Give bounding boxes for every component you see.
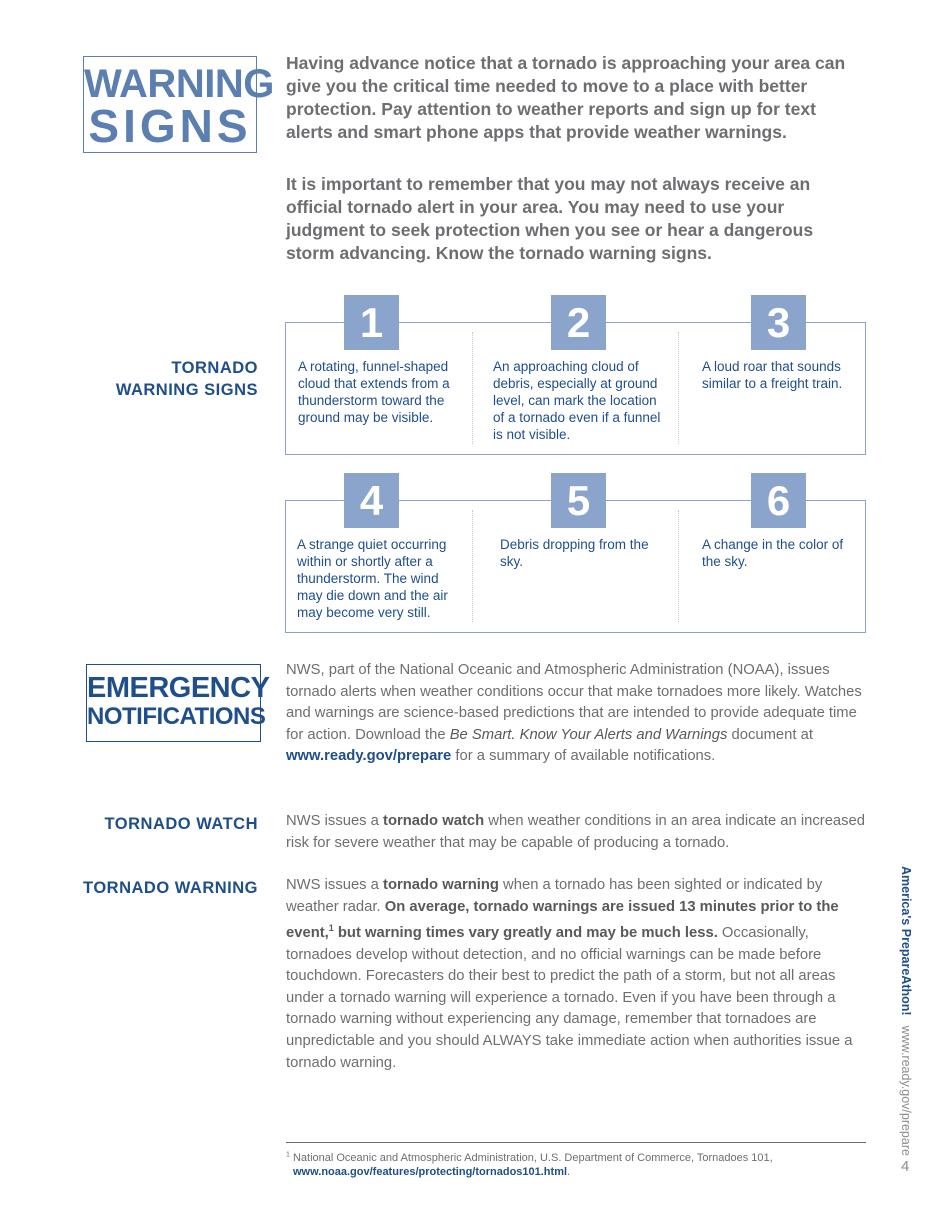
tornado-watch-heading: TORNADO WATCH [104,815,258,833]
bold-term: tornado warning [383,877,499,893]
warning-signs-title [83,56,274,153]
sign-text: A change in the color of the sky. [702,537,844,569]
text-run: when a tornado has been sighted or indicated by weather radar. [286,877,823,915]
tornado-warning-heading: TORNADO WARNING [83,879,258,897]
intro-paragraph-1: Having advance notice that a tornado is approaching your area can give you the critical time needed to move to a place with better protection. Pay attention to weather reports and sign up for text alerts and smart phone apps that provide weather warnings. [286,53,846,142]
footnote [286,1148,866,1179]
footnote-text: National Oceanic and Atmospheric Administration, U.S. Department of Commerce, Tornadoes 101, [289,1151,773,1164]
text-run: NWS, part of the National Oceanic and Atmospheric Administration (NOAA), issues tornado alerts when weather conditions occur that make tornadoes more likely. Watches and warnings are science-based predictions that are intended to provide adequate time for action. Download the [286,662,862,743]
sign-number: 3 [751,295,806,350]
sign-number: 5 [551,473,606,528]
warning-signs-row-1 [285,299,866,455]
text-run: when weather conditions in an area indicate an increased risk for severe weather that may be capable of producing a tornado. [286,813,866,851]
sign-number: 6 [751,473,806,528]
title-line-1: EMERGENCY [87,672,270,704]
text-run: document at [727,726,813,743]
footnote-rule [286,1142,866,1143]
emergency-notifications-title [86,664,270,742]
footnote-period: . [567,1165,571,1178]
warning-sign-3 [678,299,866,455]
title-line-1: WARNING [84,62,274,106]
bold-statement: but warning times vary greatly and may be much less. [333,925,718,942]
emergency-paragraph [286,660,868,768]
text-run: for a summary of available notifications. [451,748,716,765]
sidebar-url[interactable]: www.ready.gov/prepare [899,1025,913,1156]
noaa-link-text[interactable]: www.noaa.gov/features/protecting/tornados101.html [293,1165,568,1178]
document-title: Be Smart. Know Your Alerts and Warnings [449,726,728,743]
heading-line-2: WARNING SIGNS [115,381,258,399]
brand-name: America's PrepareAthon! [899,866,913,1016]
title-line-2: SIGNS [88,100,252,152]
sign-text: An approaching cloud of debris, especially at ground level, can mark the location of a tornado even if a funnel is not visible. [493,359,661,442]
sign-text: A loud roar that sounds similar to a freight train. [702,359,843,391]
intro-paragraph-2: It is important to remember that you may not always receive an official tornado alert in your area. You may need to use your judgment to seek protection when you see or hear a dangerous storm advancing. Know the tornado warning signs. [286,174,814,263]
bold-statement: On average, tornado warnings are issued 13 minutes prior to the event, [286,898,839,942]
title-line-2: NOTIFICATIONS [87,703,266,730]
tornado-warning-paragraph [286,875,868,1074]
sign-text: A rotating, funnel-shaped cloud that extends from a thunderstorm toward the ground may be visible. [298,359,450,425]
tornado-watch-paragraph [286,811,868,854]
text-run: NWS issues a [286,813,384,829]
vertical-sidebar [898,866,914,1156]
footnote-reference: 1 [328,923,334,934]
noaa-link[interactable] [293,1165,866,1179]
sign-number: 2 [551,295,606,350]
text-run: Occasionally, tornadoes develop without detection, and no official warnings can be made before touchdown. Forecasters do their best to predict the path of a storm, but not all areas under a tornado warning will experience a tornado. Even if you have been through a tornado warning without experiencing any damage, remember that tornadoes are unpredictable and you should ALWAYS take immediate action when authorities issue a tornado warning. [286,925,853,1071]
sign-number: 4 [344,473,399,528]
heading-line-1: TORNADO [171,359,258,377]
page-number: 4 [901,1158,910,1175]
warning-sign-1 [286,299,472,455]
sign-number: 1 [344,295,399,350]
tornado-warning-signs-heading [116,357,258,401]
warning-sign-4 [286,477,472,633]
text-run: NWS issues a [286,877,384,893]
warning-sign-2 [472,299,678,455]
warning-sign-6 [678,477,866,633]
warning-signs-row-2 [285,477,866,633]
sign-text: Debris dropping from the sky. [500,537,649,569]
sign-text: A strange quiet occurring within or shortly after a thunderstorm. The wind may die down and the air may become very still. [297,537,448,620]
footnote-marker: 1 [286,1151,290,1158]
bold-term: tornado watch [383,813,485,829]
ready-gov-link[interactable]: www.ready.gov/prepare [286,748,452,765]
warning-sign-5 [472,477,678,633]
